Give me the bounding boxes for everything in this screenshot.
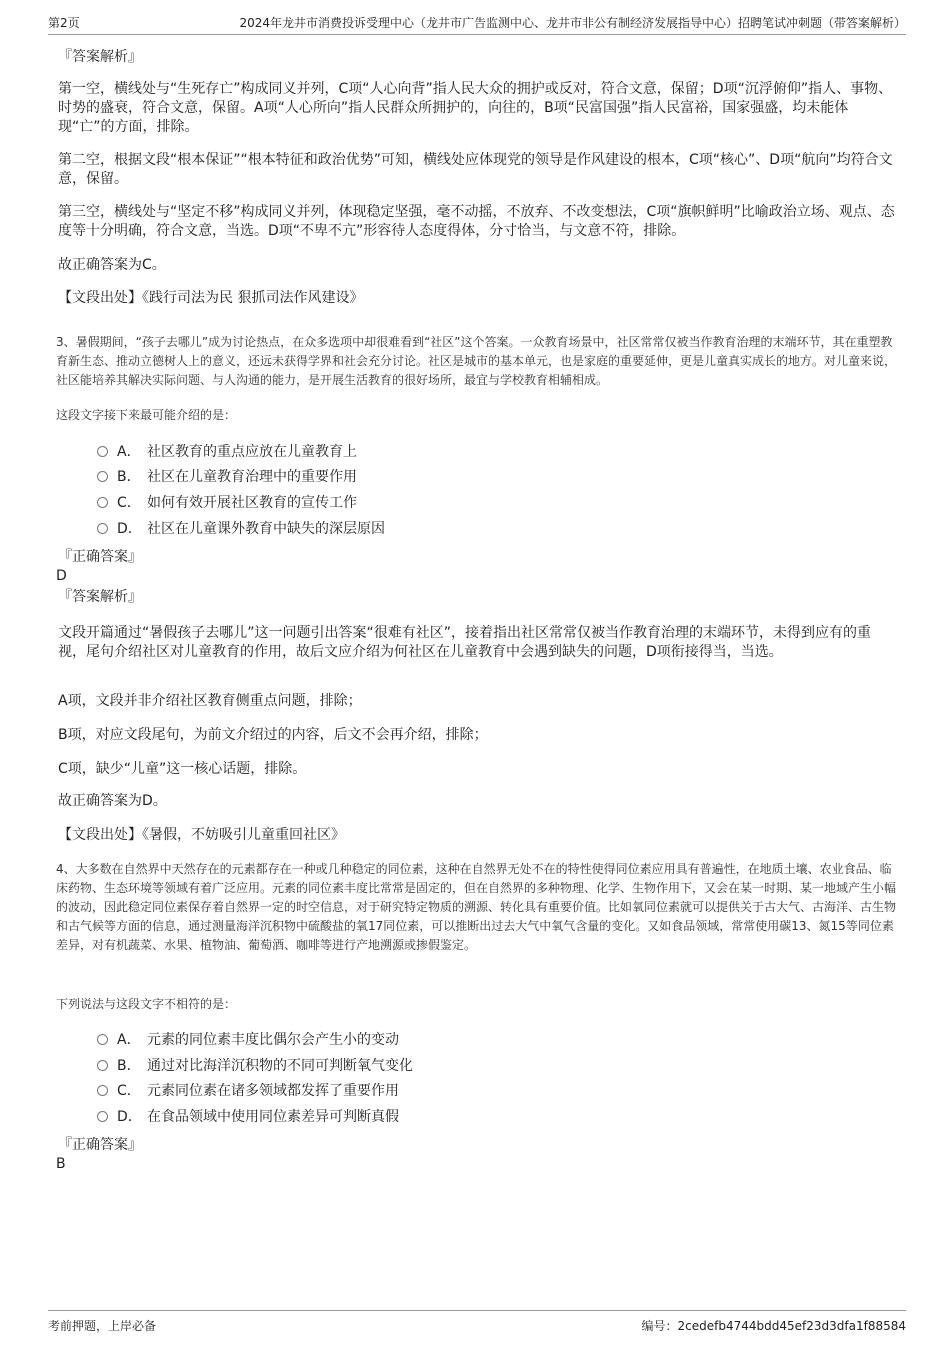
option-text: 社区教育的重点应放在儿童教育上: [147, 444, 357, 460]
option-text: 如何有效开展社区教育的宣传工作: [147, 495, 357, 511]
radio-icon[interactable]: [97, 1034, 108, 1045]
q3-prompt: 这段文字接下来最可能介绍的是：: [56, 408, 237, 422]
option-letter: C．: [117, 495, 141, 511]
q3-analysis-heading: 『答案解析』: [58, 589, 142, 605]
page-footer: [48, 1310, 906, 1335]
q4-stem: 4、大多数在自然界中天然存在的元素都存在一种或几种稳定的同位素，这种在自然界无处不在的特性使得同位素应用具有普遍性，在地质土壤、农业食品、临床药物、生态环境等领域有着广泛应用。元素的同位素丰度比常常是固定的，但在自然界的多种物理、化学、生物作用下，又会在某一时期、某一地域产生小幅的波动，因此稳定同位素保存着自然界一定的时空信息，对于研究特定物质的溯源、转化具有重要价值。比如氧同位素就可以提供关于古大气、古海洋、古生物和古气候等方面的信息，通过测量海洋沉积物中硫酸盐的氧17同位素，可以推断出过去大气中氧气含量的变化。又如食品领域，常常使用碳13、氮15等同位素差异，对有机蔬菜、水果、植物油、葡萄酒、咖啡等进行产地溯源或掺假鉴定。: [56, 862, 897, 952]
q2-conclusion: 故正确答案为C。: [58, 257, 166, 273]
option-letter: D．: [117, 521, 142, 537]
q4-option-a[interactable]: [97, 1030, 399, 1050]
q4-answer-heading: 『正确答案』: [58, 1137, 142, 1153]
q3-analysis-a: A项，文段并非介绍社区教育侧重点问题，排除；: [58, 693, 362, 709]
radio-icon[interactable]: [97, 446, 108, 457]
radio-icon[interactable]: [97, 471, 108, 482]
q2-analysis-para-3: 第三空，横线处与“坚定不移”构成同义并列，体现稳定坚强，毫不动摇，不放弃、不改变想法，C项“旗帜鲜明”比喻政治立场、观点、态度等十分明确，符合文意，当选。D项“不卑不亢”形容待人态度得体，分寸恰当，与文意不符，排除。: [58, 204, 895, 239]
q4-option-b[interactable]: [97, 1056, 413, 1076]
option-text: 社区在儿童课外教育中缺失的深层原因: [147, 521, 385, 537]
option-text: 通过对比海洋沉积物的不同可判断氧气变化: [147, 1058, 413, 1074]
option-text: 社区在儿童教育治理中的重要作用: [147, 469, 357, 485]
q2-analysis-para-1: 第一空，横线处与“生死存亡”构成同义并列，C项“人心向背”指人民大众的拥护或反对，符合文意，保留；D项“沉浮俯仰”指人、事物、时势的盛衰，符合文意，保留。A项“人心所向”指人民群众所拥护的，向往的，B项“民富国强”指人民富裕，国家强盛，均未能体现“亡”的方面，排除。: [58, 81, 893, 135]
q3-stem: 3、暑假期间，“孩子去哪儿”成为讨论热点，在众多选项中却很难看到“社区”这个答案。一众教育场景中，社区常常仅被当作教育治理的末端环节，其在重塑教育新生态、推动立德树人上的意义，还远未获得学界和社会充分讨论。社区是城市的基本单元，也是家庭的重要延伸，更是儿童真实成长的地方。对儿童来说，社区能培养其解决实际问题、与人沟通的能力，是开展生活教育的很好场所，最宜与学校教育相辅相成。: [56, 335, 897, 387]
q3-analysis-para-1: 文段开篇通过“暑假孩子去哪儿”这一问题引出答案“很难有社区”，接着指出社区常常仅被当作教育治理的末端环节，未得到应有的重视，尾句介绍社区对儿童教育的作用，故后文应介绍为何社区在儿童教育中会遇到缺失的问题，D项衔接得当，当选。: [58, 625, 872, 660]
option-letter: B．: [117, 469, 141, 485]
option-text: 在食品领域中使用同位素差异可判断真假: [147, 1109, 399, 1125]
footer-slogan: 考前押题，上岸必备: [48, 1319, 157, 1333]
q3-option-d[interactable]: [97, 519, 385, 539]
option-letter: A．: [117, 1032, 141, 1048]
radio-icon[interactable]: [97, 1111, 108, 1122]
q3-source: 【文段出处】《暑假，不妨吸引儿童重回社区》: [58, 827, 345, 843]
q4-option-d[interactable]: [97, 1107, 399, 1127]
q3-option-b[interactable]: [97, 467, 357, 487]
page-number: 第2页: [48, 16, 80, 30]
q3-answer-heading: 『正确答案』: [58, 549, 142, 565]
q3-conclusion: 故正确答案为D。: [58, 793, 167, 809]
q4-option-c[interactable]: [97, 1081, 399, 1101]
option-letter: A．: [117, 444, 141, 460]
option-letter: B．: [117, 1058, 141, 1074]
page-header: [48, 14, 906, 35]
q2-source: 【文段出处】《践行司法为民 狠抓司法作风建设》: [58, 290, 364, 306]
radio-icon[interactable]: [97, 523, 108, 534]
document-id: 编号：2cedefb4744bdd45ef23d3dfa1f88584: [641, 1319, 906, 1333]
radio-icon[interactable]: [97, 497, 108, 508]
document-title: 2024年龙井市消费投诉受理中心（龙井市广告监测中心、龙井市非公有制经济发展指导中心）招聘笔试冲刺题（带答案解析）: [239, 16, 906, 30]
q4-prompt: 下列说法与这段文字不相符的是：: [56, 997, 237, 1011]
q2-analysis-heading: 『答案解析』: [58, 49, 142, 65]
option-letter: D．: [117, 1109, 142, 1125]
q4-answer: B: [56, 1156, 66, 1172]
option-letter: C．: [117, 1083, 141, 1099]
q3-analysis-c: C项，缺少“儿童”这一核心话题，排除。: [58, 761, 307, 777]
q3-analysis-b: B项，对应文段尾句，为前文介绍过的内容，后文不会再介绍，排除；: [58, 727, 488, 743]
radio-icon[interactable]: [97, 1085, 108, 1096]
option-text: 元素的同位素丰度比偶尔会产生小的变动: [147, 1032, 399, 1048]
radio-icon[interactable]: [97, 1060, 108, 1071]
q2-analysis-para-2: 第二空，根据文段“根本保证”“根本特征和政治优势”可知，横线处应体现党的领导是作风建设的根本，C项“核心”、D项“航向”均符合文意，保留。: [58, 152, 893, 187]
option-text: 元素同位素在诸多领域都发挥了重要作用: [147, 1083, 399, 1099]
q3-option-c[interactable]: [97, 493, 357, 513]
q3-answer: D: [56, 568, 67, 584]
q3-option-a[interactable]: [97, 442, 357, 462]
